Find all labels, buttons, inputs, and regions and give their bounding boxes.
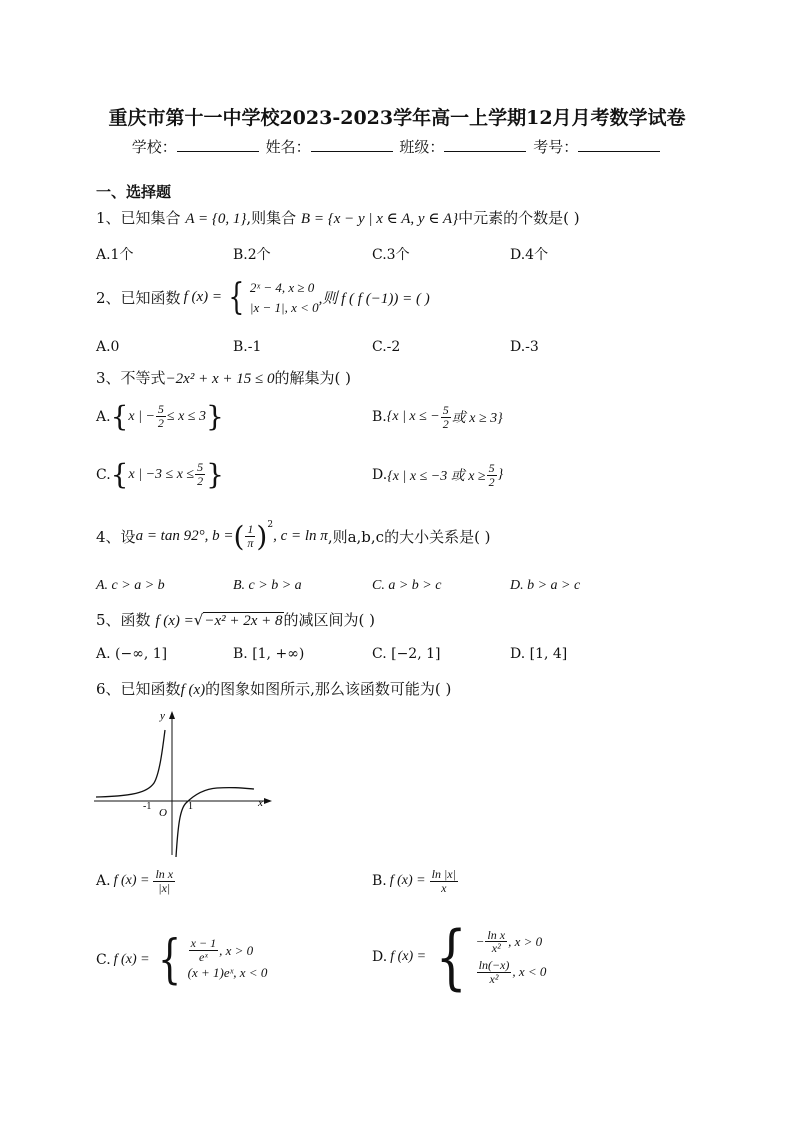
tick-label-one: 1 xyxy=(188,801,193,812)
q5-option-b[interactable]: B. [1, +∞) xyxy=(233,646,305,662)
q4-c: , c = ln π xyxy=(273,528,328,544)
q3-option-c-den: 2 xyxy=(197,474,204,488)
q3-option-d-pre: {x | x ≤ −3 或 x ≥ xyxy=(387,469,486,485)
q4-b-label: , b = xyxy=(204,528,234,544)
q2-number: 2、 xyxy=(96,289,121,307)
y-axis-label: y xyxy=(160,710,165,722)
number-label: 考号： xyxy=(533,138,579,156)
q5-option-a[interactable]: A. (−∞, 1] xyxy=(96,646,168,662)
q3-option-c-num: 5 xyxy=(197,460,204,475)
q6-option-a-den: |x| xyxy=(158,880,171,895)
q3-option-d-post: } xyxy=(497,467,504,483)
q1-option-d[interactable]: D.4个 xyxy=(510,247,549,263)
q6-option-d-row2-den: x² xyxy=(489,971,499,986)
graph-left-branch xyxy=(96,730,165,797)
q3-option-b-num: 5 xyxy=(442,403,449,417)
q3-option-a-num: 5 xyxy=(157,402,164,417)
q4-option-d[interactable]: D. b > a > c xyxy=(510,578,581,593)
y-axis-arrow xyxy=(169,711,175,719)
q6-option-c-row1-den: eˣ xyxy=(199,949,208,964)
q1-option-c[interactable]: C.3个 xyxy=(372,247,410,263)
q6-option-a-label: A. xyxy=(96,873,111,890)
q3-option-b-pre: {x | x ≤ − xyxy=(386,409,440,425)
q2-fx: f (x) = xyxy=(183,289,222,305)
q2-option-c[interactable]: C.-2 xyxy=(372,339,401,355)
q3-option-b-den: 2 xyxy=(442,416,449,431)
q5-pre: 函数 xyxy=(120,611,151,629)
q4-number: 4、 xyxy=(96,528,121,546)
school-blank[interactable] xyxy=(177,137,259,152)
q6-option-c-row2: (x + 1)eˣ, x < 0 xyxy=(187,965,268,981)
school-label: 学校： xyxy=(131,138,177,156)
q2-option-d[interactable]: D.-3 xyxy=(510,339,539,355)
q5-fx: f (x) = xyxy=(155,613,194,629)
q5-option-c[interactable]: C. [−2, 1] xyxy=(372,646,441,662)
question-5: 5、函数 f (x) =√−x² + 2x + 8的减区间为( ) xyxy=(96,611,376,629)
q3-option-a-den: 2 xyxy=(157,416,164,430)
q6-option-d-row1-num: ln x xyxy=(487,927,506,942)
q4-option-b[interactable]: B. c > b > a xyxy=(233,578,302,593)
class-blank[interactable] xyxy=(444,137,526,152)
q6-option-d-label: D. xyxy=(372,949,388,965)
q3-option-c-label: C. xyxy=(96,466,111,483)
q1-number: 1、 xyxy=(96,209,121,227)
q5-option-d[interactable]: D. [1, 4] xyxy=(510,646,568,662)
section-heading: 一、选择题 xyxy=(96,183,172,201)
q6-fx: f (x) xyxy=(180,682,206,698)
question-4: 4、 设 a = tan 92° , b = ( $\frac{1}{\pi}$ ) $^2$ , c = ln π ,则a,b,c的大小关系是( ) xyxy=(96,520,491,553)
name-label: 姓名： xyxy=(265,138,311,156)
q6-option-c-label: C. xyxy=(96,952,111,968)
q6-option-d-fx: f (x) = xyxy=(390,949,427,964)
q3-option-c[interactable]: C. { x | −3 ≤ x ≤ $\frac{5}{2}$ } xyxy=(96,458,224,491)
x-axis-arrow xyxy=(264,798,272,804)
q4-post: ,则a,b,c的大小关系是( ) xyxy=(327,528,491,546)
question-2 xyxy=(96,278,430,317)
q1-option-b[interactable]: B.2个 xyxy=(233,247,271,263)
q1-set-a: A = {0, 1} xyxy=(185,211,247,227)
class-label: 班级： xyxy=(399,138,445,156)
q2-case-1: 2ˣ − 4, x ≥ 0 xyxy=(249,280,315,295)
q6-option-b-num: ln |x| xyxy=(431,867,456,881)
q6-option-d-row1-pre: − xyxy=(475,934,485,950)
q1-pre: 已知集合 xyxy=(120,209,181,227)
q6-option-b[interactable] xyxy=(372,868,459,894)
number-blank[interactable] xyxy=(578,137,660,152)
q4-b-exp: 2 xyxy=(267,520,274,530)
q6-number: 6、 xyxy=(96,680,121,698)
q4-b-num: 1 xyxy=(247,522,254,537)
q3-option-b-post: 或 x ≥ 3} xyxy=(451,411,503,427)
q1-mid: ,则集合 xyxy=(246,209,297,227)
q6-option-d[interactable]: D. f (x) = { − $\frac{\text{ln x}}{\text{x²}}$ , x > 0 $\frac{\ln(-x)}{\text{x²}}$ , x < 0 xyxy=(372,916,547,998)
q2-option-b[interactable]: B.-1 xyxy=(233,339,262,355)
q2-piecewise: { 2ˣ − 4, x ≥ 0 |x − 1|, x < 0 xyxy=(228,276,319,318)
q2-option-a[interactable]: A.0 xyxy=(96,339,120,355)
question-6 xyxy=(96,678,451,699)
q3-option-d[interactable] xyxy=(372,462,503,488)
q3-option-b[interactable] xyxy=(372,404,503,430)
q4-option-c[interactable]: C. a > b > c xyxy=(372,578,442,593)
name-blank[interactable] xyxy=(311,137,393,152)
q3-option-a-post: ≤ x ≤ 3 xyxy=(166,408,206,424)
q4-b-den: π xyxy=(247,536,254,550)
q2-pre: 已知函数 xyxy=(120,289,181,307)
q3-option-c-pre: x | −3 ≤ x ≤ xyxy=(128,466,195,482)
q1-post: 中元素的个数是( ) xyxy=(458,209,580,227)
q6-option-c-fx: f (x) = xyxy=(113,952,150,967)
q3-option-a[interactable]: A. { x | − $\frac{5}{2}$ ≤ x ≤ 3 } xyxy=(96,400,224,433)
q6-option-b-fx: f (x) = xyxy=(389,873,426,889)
q3-option-d-den: 2 xyxy=(488,474,495,489)
q2-case-2: |x − 1|, x < 0 xyxy=(249,299,319,315)
q5-radicand: −x² + 2x + 8 xyxy=(204,613,283,629)
question-1 xyxy=(96,207,580,228)
q1-set-b: B = {x − y | x ∈ A, y ∈ A} xyxy=(300,211,459,227)
q5-number: 5、 xyxy=(96,611,121,629)
q6-option-a[interactable] xyxy=(96,868,176,894)
x-axis-label: x xyxy=(258,797,263,809)
q3-pre: 不等式 xyxy=(120,369,166,387)
q3-post: 的解集为( ) xyxy=(274,369,351,387)
q6-option-b-label: B. xyxy=(372,873,387,890)
q6-option-c-row1-post: , x > 0 xyxy=(219,942,254,958)
q6-option-a-fx: f (x) = xyxy=(113,873,150,889)
question-3 xyxy=(96,367,351,388)
origin-label: O xyxy=(159,807,167,819)
q6-option-d-row1-post: , x > 0 xyxy=(508,934,543,950)
q6-option-c[interactable]: C. f (x) = { $\frac{x - 1}{\text{eˣ}}$ , x > 0 (x + 1)eˣ, x < 0 xyxy=(96,930,268,990)
q3-option-d-num: 5 xyxy=(488,461,495,475)
q3-option-d-label: D. xyxy=(372,467,388,484)
q3-option-b-label: B. xyxy=(372,409,387,426)
q6-function-graph xyxy=(92,705,277,860)
q4-a: a = tan 92° xyxy=(135,528,205,544)
q4-pre: 设 xyxy=(120,528,136,546)
q3-option-a-pre: x | − xyxy=(128,408,155,424)
q3-inequality: −2x² + x + 15 ≤ 0 xyxy=(165,371,275,387)
graph-right-branch xyxy=(176,788,254,857)
q6-option-b-den: x xyxy=(441,880,447,895)
q6-option-d-row2-num: ln(−x) xyxy=(478,958,510,972)
q6-option-a-num: ln x xyxy=(155,867,174,881)
student-info-line xyxy=(0,136,794,157)
q6-pre: 已知函数 xyxy=(120,680,181,698)
q4-option-a[interactable]: A. c > a > b xyxy=(96,578,165,593)
q2-post: ,则 f ( f (−1)) = ( ) xyxy=(318,291,430,307)
q6-option-d-row2-post: , x < 0 xyxy=(512,964,547,980)
q3-number: 3、 xyxy=(96,369,121,387)
q6-option-c-row1-num: x − 1 xyxy=(190,936,217,951)
q6-option-d-row1-den: x² xyxy=(491,941,501,956)
exam-title: 重庆市第十一中学校2023-2023学年高一上学期12月月考数学试卷 xyxy=(108,107,686,129)
q5-post: 的减区间为( ) xyxy=(283,611,376,629)
q3-option-a-label: A. xyxy=(96,408,111,425)
q1-option-a[interactable]: A.1个 xyxy=(96,247,134,263)
q6-post: 的图象如图所示,那么该函数可能为( ) xyxy=(205,680,452,698)
tick-label-neg-one: -1 xyxy=(143,801,152,812)
